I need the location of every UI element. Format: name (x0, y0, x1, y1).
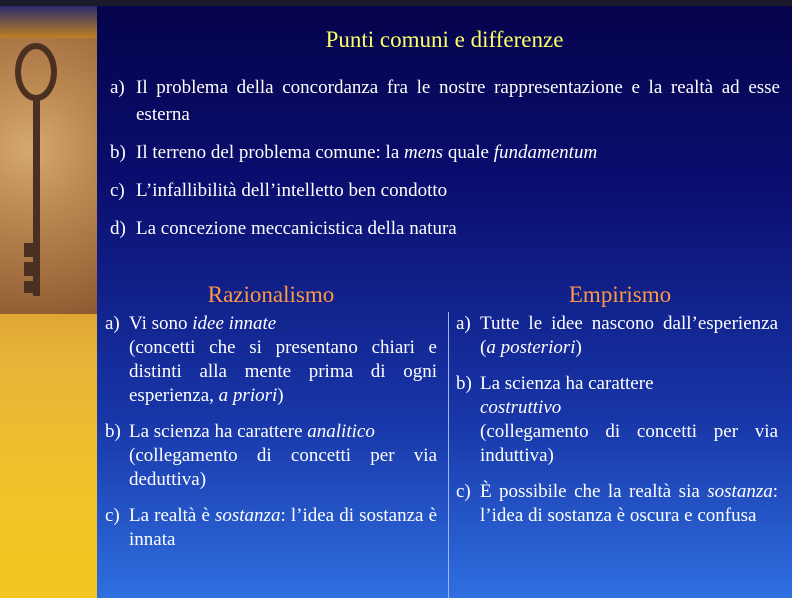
item-letter: c) (110, 180, 125, 201)
item-text: La realtà è (129, 505, 215, 526)
detail-text: ) (277, 385, 284, 406)
rationalism-list (105, 312, 437, 564)
item-text: Tutte le idee nascono dall’esperienza ( (480, 313, 778, 358)
item-emphasis: mens (404, 142, 444, 163)
item-letter: b) (110, 142, 126, 163)
item-letter: a) (456, 313, 471, 334)
heading-razionalismo: Razionalismo (207, 282, 335, 307)
list-item (105, 420, 437, 492)
item-letter: d) (110, 218, 126, 239)
item-text: Il terreno del problema comune: la (136, 142, 405, 163)
key-icon (0, 38, 97, 314)
detail-emphasis: a priori (218, 385, 278, 406)
item-emphasis: analitico (307, 421, 375, 442)
list-item (105, 312, 437, 408)
item-emphasis: a posteriori (486, 337, 576, 358)
item-text: L’infallibilità dell’intelletto ben condotto (136, 180, 448, 201)
item-detail: (collegamento di concetti per via deduttiva) (129, 445, 437, 490)
item-text: : l’idea di sostanza è oscura e confusa (480, 481, 778, 526)
list-item (456, 312, 778, 360)
heading-empirismo: Empirismo (568, 282, 672, 307)
item-text: La concezione meccanicistica della natura (136, 218, 457, 239)
list-item (456, 480, 778, 528)
item-detail: (collegamento di concetti per via induttiva) (480, 421, 778, 466)
slide-title: Punti comuni e differenze (325, 27, 564, 52)
item-emphasis: sostanza (214, 505, 281, 526)
item-emphasis: sostanza (707, 481, 773, 502)
item-text: : l’idea di sostanza è innata (129, 505, 437, 550)
item-emphasis: idee innate (192, 313, 277, 334)
item-letter: a) (105, 313, 120, 334)
item-detail (129, 336, 437, 408)
empiricism-list (456, 312, 778, 540)
detail-text: (concetti che si presentano chiari e distinti alla mente prima di ogni esperienza, (129, 337, 437, 406)
item-letter: b) (105, 421, 121, 442)
list-item (110, 215, 780, 242)
column-divider (448, 312, 449, 598)
item-letter: a) (110, 77, 125, 98)
list-item (110, 139, 780, 166)
item-text: La scienza ha carattere (129, 421, 308, 442)
item-emphasis: fundamentum (493, 142, 598, 163)
common-points-list (110, 74, 780, 253)
item-text: È possibile che la realtà sia (480, 481, 708, 502)
list-item (110, 177, 780, 204)
list-item (110, 74, 780, 128)
list-item (105, 504, 437, 552)
item-letter: c) (456, 481, 471, 502)
top-bar (0, 0, 792, 6)
item-text: ) (575, 337, 582, 358)
item-text: La scienza ha carattere (480, 373, 654, 394)
item-emphasis: costruttivo (480, 397, 562, 418)
key-photo (0, 38, 97, 314)
item-text: Il problema della concordanza fra le nostre rappresentazione e la realtà ad esse esterna (136, 77, 780, 125)
list-item (456, 372, 778, 468)
item-letter: c) (105, 505, 120, 526)
item-text: Vi sono (129, 313, 193, 334)
item-text: quale (443, 142, 494, 163)
item-letter: b) (456, 373, 472, 394)
